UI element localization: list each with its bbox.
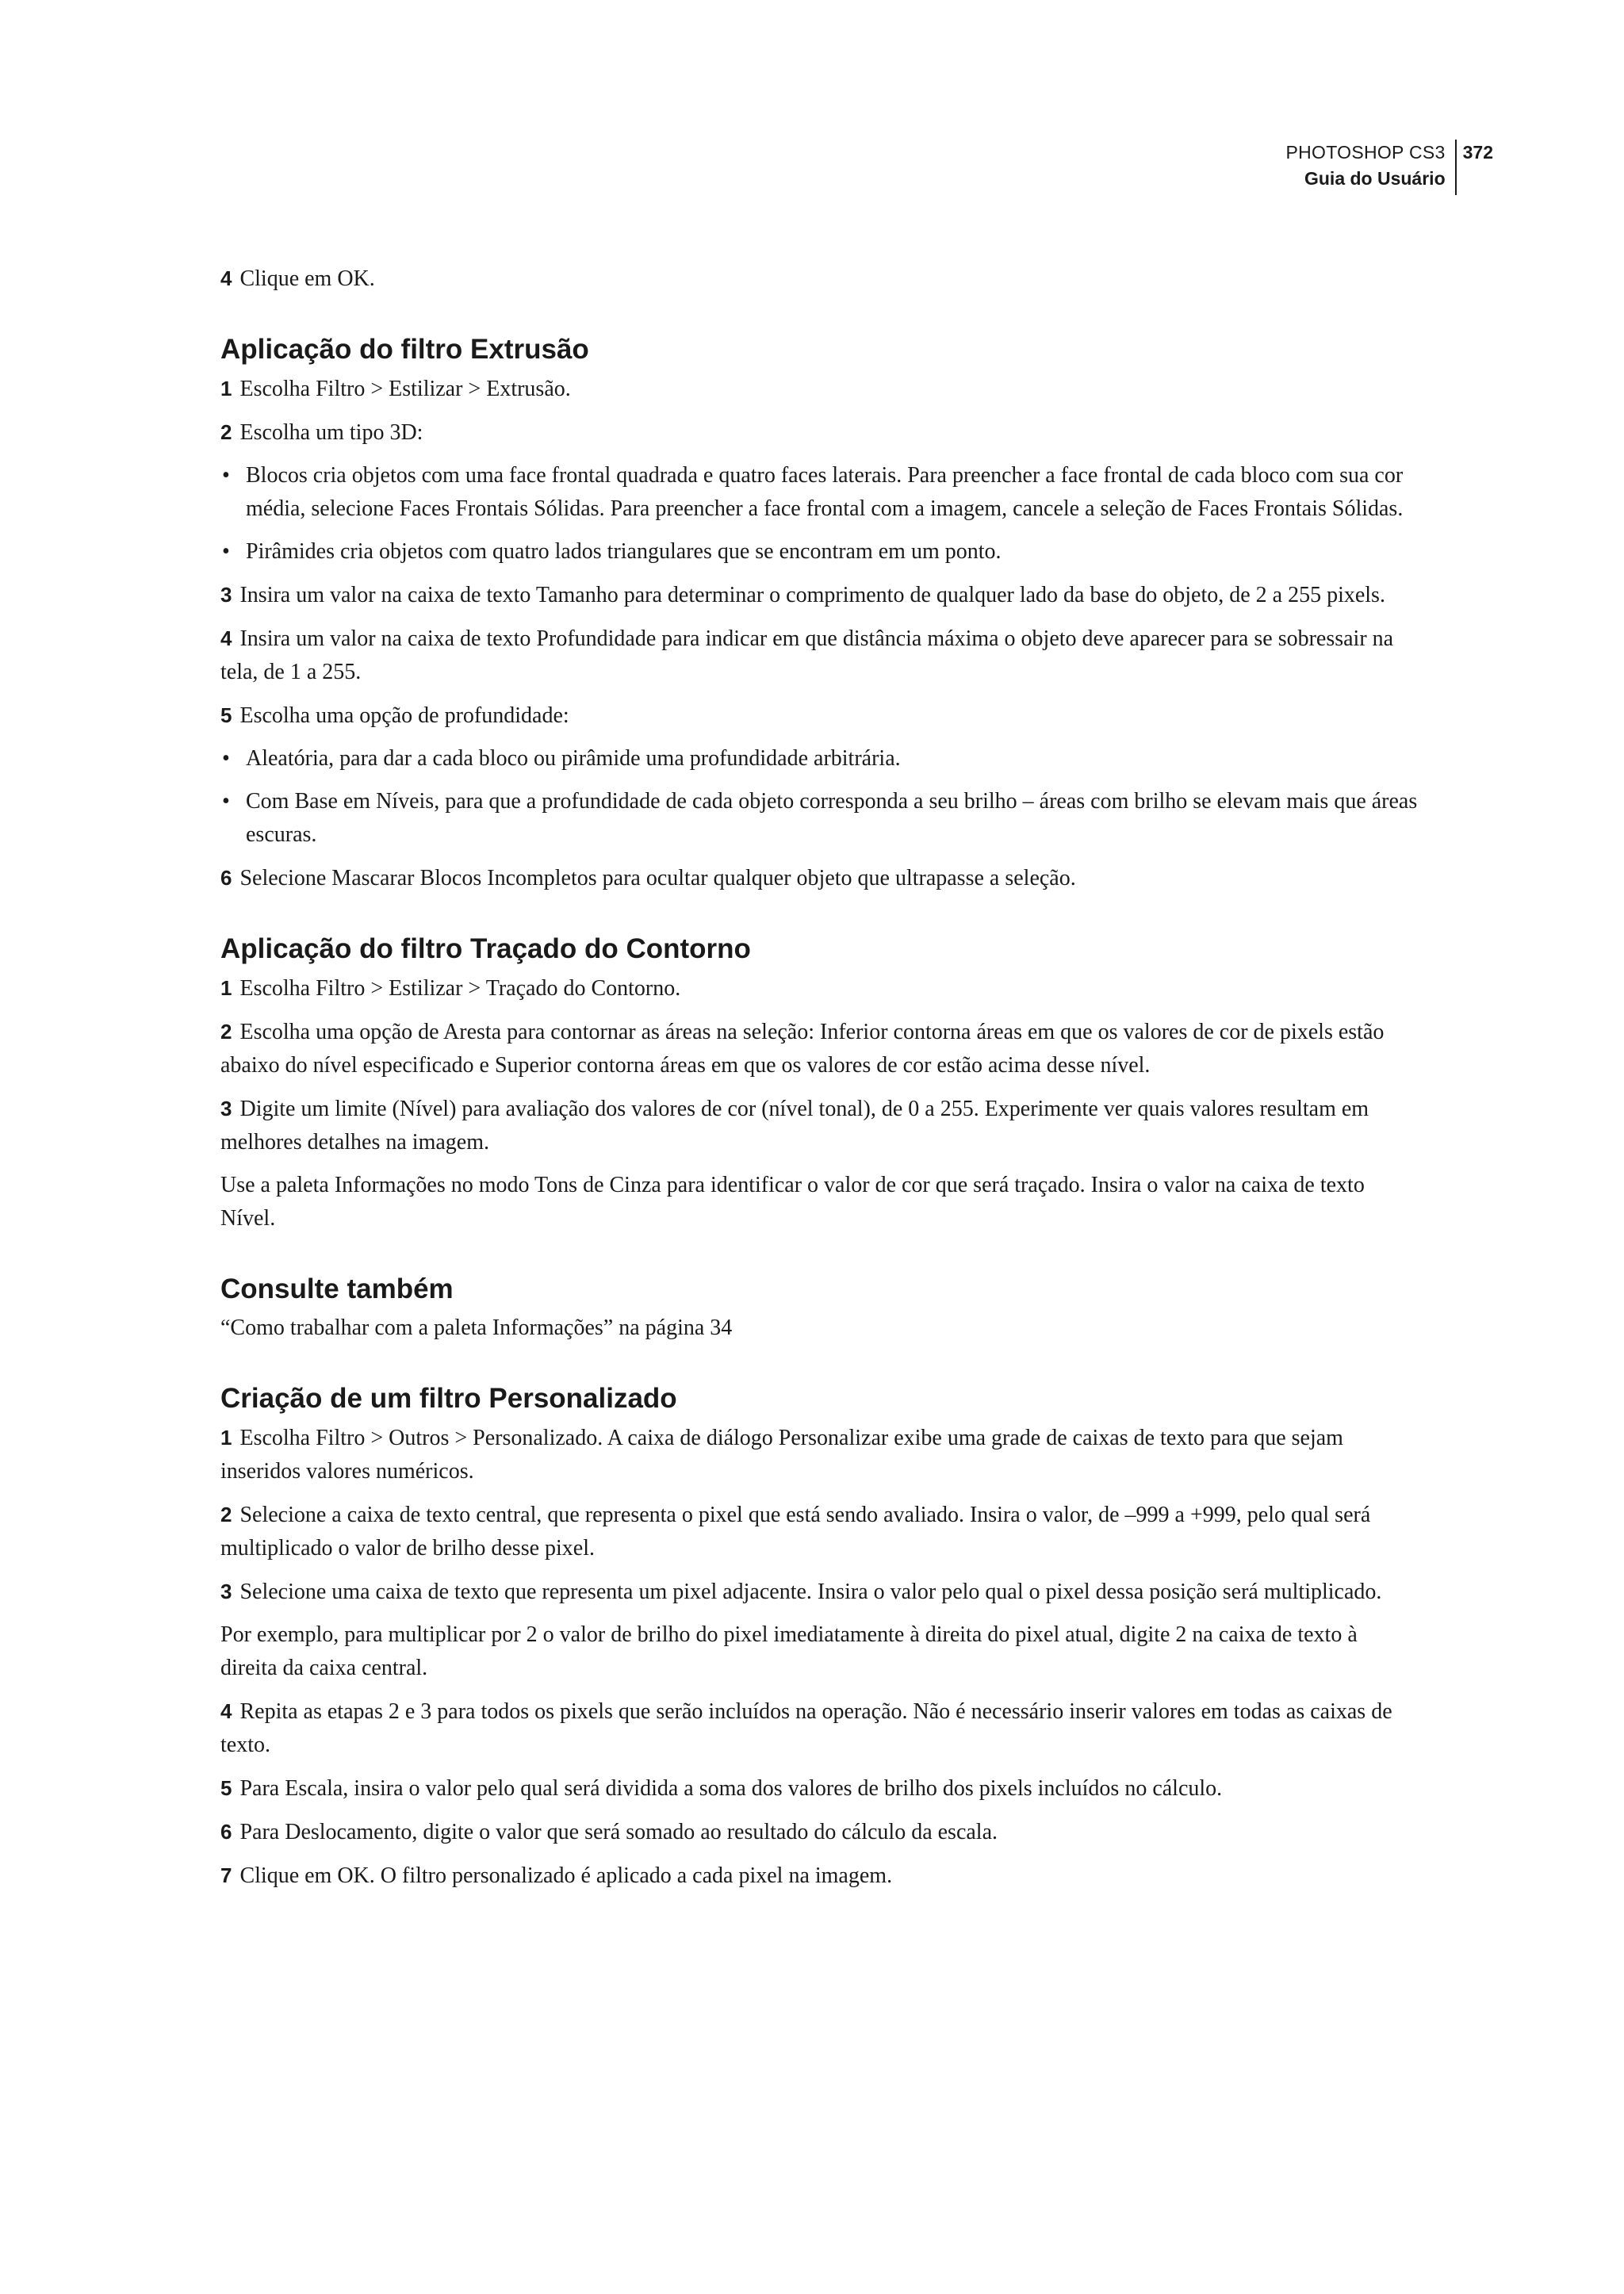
step-text: Insira um valor na caixa de texto Profundidade para indicar em que distância máxima o objeto deve aparecer para se sobressair na tela, de 1 a 255. — [220, 626, 1394, 684]
step-number: 5 — [220, 703, 232, 727]
numbered-step — [220, 622, 1418, 689]
section — [220, 1272, 1418, 1345]
bullet-text: Pirâmides cria objetos com quatro lados triangulares que se encontram em um ponto. — [246, 539, 1002, 564]
page-content — [220, 262, 1418, 1902]
numbered-step — [220, 1575, 1418, 1609]
step-text: Para Escala, insira o valor pelo qual será dividida a soma dos valores de brilho dos pixels incluídos no cálculo. — [239, 1776, 1223, 1801]
numbered-step — [220, 1092, 1418, 1159]
section — [220, 932, 1418, 1235]
step-text: Clique em OK. — [239, 266, 375, 291]
bullet-text: Aleatória, para dar a cada bloco ou pirâmide uma profundidade arbitrária. — [246, 746, 901, 771]
step-text: Escolha uma opção de Aresta para contornar as áreas na seleção: Inferior contorna áreas em que os valores de cor de pixels estão abaixo do nível especificado e Superior contorna áreas em que os valores de cor estão acima desse nível. — [220, 1020, 1385, 1078]
numbered-step — [220, 1015, 1418, 1082]
step-number: 2 — [220, 1020, 232, 1044]
product-name: PHOTOSHOP CS3 — [1285, 142, 1446, 163]
step-number: 1 — [220, 1426, 232, 1450]
step-number: 4 — [220, 1699, 232, 1723]
intro-block — [220, 262, 1418, 296]
step-number: 4 — [220, 266, 232, 290]
step-text: Selecione a caixa de texto central, que representa o pixel que está sendo avaliado. Insira o valor, de –999 a +999, pelo qual será multiplicado o valor de brilho desse pixel. — [220, 1503, 1371, 1561]
step-number: 6 — [220, 1820, 232, 1844]
numbered-step — [220, 971, 1418, 1005]
section-heading: Criação de um filtro Personalizado — [220, 1383, 677, 1414]
section-heading: Consulte também — [220, 1273, 454, 1304]
numbered-step — [220, 861, 1418, 895]
numbered-step — [220, 1421, 1418, 1488]
body-paragraph: Por exemplo, para multiplicar por 2 o valor de brilho do pixel imediatamente à direita do pixel atual, digite 2 na caixa de texto à direita da caixa central. — [220, 1622, 1358, 1680]
step-number: 2 — [220, 420, 232, 444]
body-paragraph: Use a paleta Informações no modo Tons de Cinza para identificar o valor de cor que será traçado. Insira o valor na caixa de texto Nível. — [220, 1173, 1365, 1231]
section — [220, 1381, 1418, 1893]
guide-title: Guia do Usuário — [1304, 168, 1446, 189]
step-text: Escolha Filtro > Outros > Personalizado. A caixa de diálogo Personalizar exibe uma grade de caixas de texto para que sejam inseridos valores numéricos. — [220, 1426, 1343, 1484]
header-text — [1285, 140, 1454, 192]
sections-container — [220, 332, 1418, 1893]
step-number: 2 — [220, 1503, 232, 1526]
bullet-icon: • — [222, 789, 230, 814]
step-number: 5 — [220, 1776, 232, 1800]
step-text: Escolha Filtro > Estilizar > Traçado do Contorno. — [239, 976, 681, 1001]
step-text: Escolha Filtro > Estilizar > Extrusão. — [239, 377, 571, 401]
step-number: 3 — [220, 1097, 232, 1120]
step-text: Escolha uma opção de profundidade: — [239, 703, 569, 728]
numbered-step — [220, 1695, 1418, 1762]
step-number: 3 — [220, 1580, 232, 1603]
numbered-step — [220, 699, 1418, 733]
bullet-item — [220, 535, 1418, 569]
step-number: 4 — [220, 626, 232, 650]
step-text: Repita as etapas 2 e 3 para todos os pixels que serão incluídos na operação. Não é necessário inserir valores em todas as caixas de texto. — [220, 1699, 1392, 1757]
section — [220, 332, 1418, 895]
bullet-item — [220, 459, 1418, 526]
step-text: Para Deslocamento, digite o valor que será somado ao resultado do cálculo da escala. — [239, 1820, 998, 1844]
bullet-item — [220, 785, 1418, 852]
step-text: Digite um limite (Nível) para avaliação dos valores de cor (nível tonal), de 0 a 255. Experimente ver quais valores resultam em melhores detalhes na imagem. — [220, 1097, 1369, 1155]
bullet-item — [220, 742, 1418, 776]
numbered-step — [220, 372, 1418, 406]
step-text: Insira um valor na caixa de texto Tamanho para determinar o comprimento de qualquer lado da base do objeto, de 2 a 255 pixels. — [239, 583, 1385, 607]
step-number: 7 — [220, 1863, 232, 1887]
step-number: 6 — [220, 866, 232, 890]
bullet-icon: • — [222, 746, 230, 771]
intro-step — [220, 262, 1418, 296]
step-number: 1 — [220, 976, 232, 1000]
numbered-step — [220, 1859, 1418, 1893]
step-number: 3 — [220, 583, 232, 607]
numbered-step — [220, 416, 1418, 450]
running-header — [1285, 140, 1493, 195]
bullet-icon: • — [222, 539, 230, 564]
step-text: Clique em OK. O filtro personalizado é aplicado a cada pixel na imagem. — [239, 1863, 893, 1888]
step-number: 1 — [220, 377, 232, 400]
numbered-step — [220, 1815, 1418, 1849]
cross-reference-link[interactable]: “Como trabalhar com a paleta Informações” na página 34 — [220, 1316, 733, 1340]
page-number: 372 — [1462, 142, 1493, 163]
bullet-text: Com Base em Níveis, para que a profundidade de cada objeto corresponda a seu brilho – áreas com brilho se elevam mais que áreas escuras. — [246, 789, 1418, 847]
numbered-step — [220, 1498, 1418, 1565]
bullet-icon: • — [222, 463, 230, 488]
section-heading: Aplicação do filtro Extrusão — [220, 334, 589, 365]
step-text: Selecione uma caixa de texto que representa um pixel adjacente. Insira o valor pelo qual o pixel dessa posição será multiplicado. — [239, 1580, 1382, 1604]
numbered-step — [220, 1771, 1418, 1806]
section-heading: Aplicação do filtro Traçado do Contorno — [220, 933, 751, 964]
bullet-text: Blocos cria objetos com uma face frontal quadrada e quatro faces laterais. Para preencher a face frontal de cada bloco com sua cor média, selecione Faces Frontais Sólidas. Para preencher a face frontal com a imagem, cancele a seleção de Faces Frontais Sólidas. — [246, 463, 1404, 521]
numbered-step — [220, 578, 1418, 612]
step-text: Escolha um tipo 3D: — [239, 420, 423, 445]
step-text: Selecione Mascarar Blocos Incompletos para ocultar qualquer objeto que ultrapasse a seleção. — [239, 866, 1076, 890]
